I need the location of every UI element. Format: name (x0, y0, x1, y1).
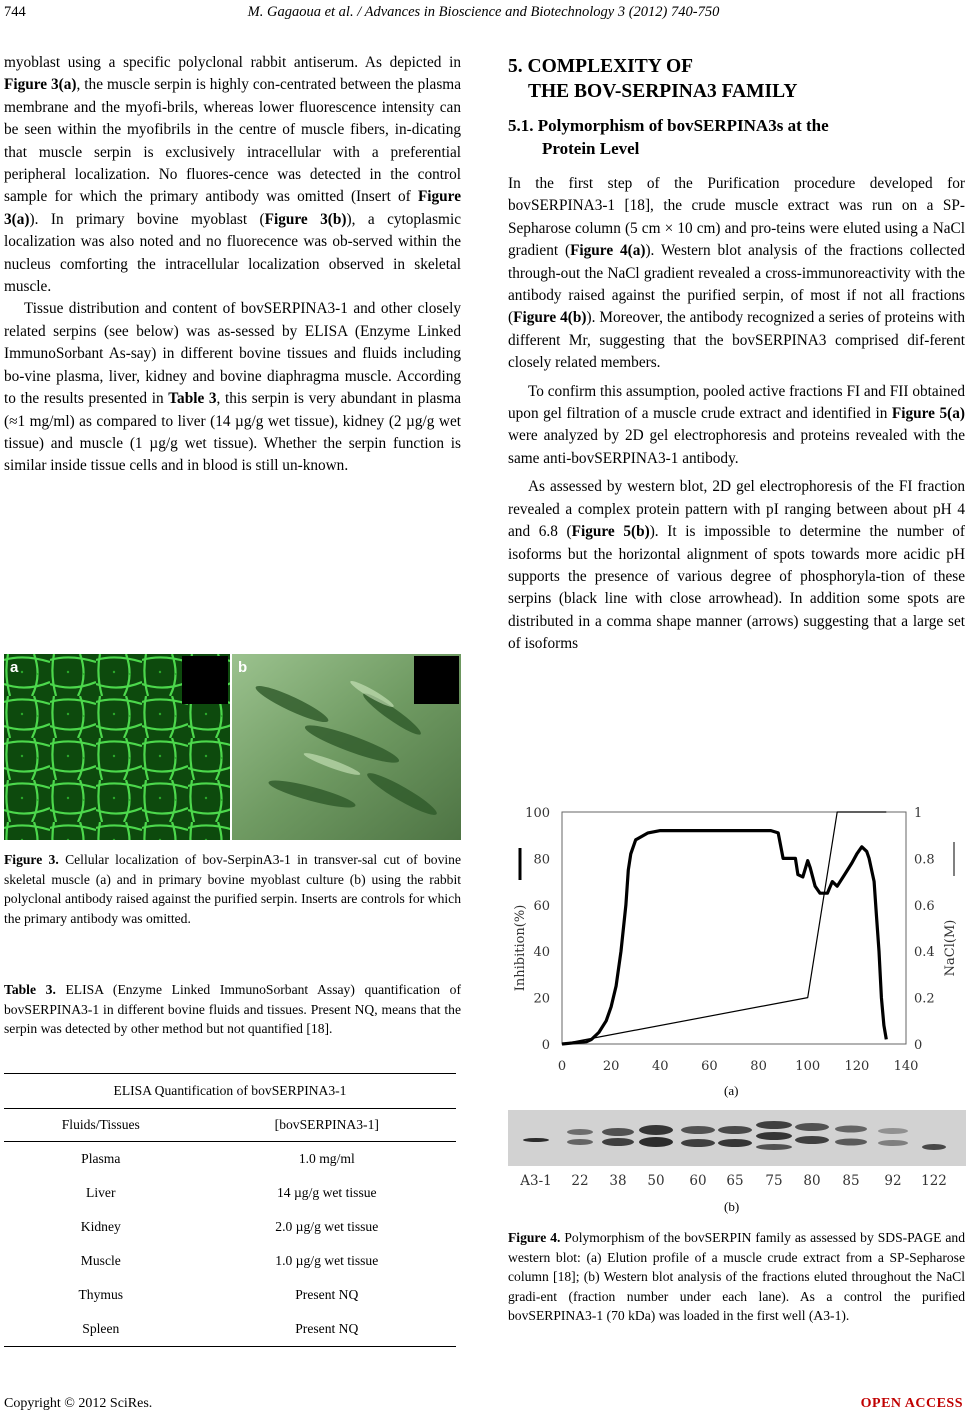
blot-band (795, 1136, 829, 1144)
table-cell: Thymus (78, 1287, 124, 1302)
inhibition-line (562, 831, 886, 1044)
x-tick-label: 0 (557, 1059, 567, 1074)
right-column (508, 173, 965, 656)
figure-4b-blot (508, 1110, 966, 1190)
y-tick-label: 80 (533, 852, 550, 868)
figure-3a-label: a (10, 659, 19, 676)
subsection-heading-line-1: 5.1. Polymorphism of bovSERPINA3s at the (508, 116, 829, 135)
figure-4-caption-text: Polymorphism of the bovSERPIN family as assessed by SDS-PAGE and western blot: (a) Elution profile of a muscle crude extract from a SP-Sepharose column [18]; (b) Western blot analysis of the fractions eluted throughout the NaCl gradi-ent (fraction number under each lane). As a control the purified bovSERPINA3-1 (70 kDa) was loaded in the first well (A3-1). (508, 1230, 965, 1324)
blot-background (508, 1110, 966, 1166)
western-blot-image (508, 1110, 966, 1190)
table-cell: 1.0 mg/ml (298, 1151, 355, 1166)
x-tick-label: 20 (602, 1059, 620, 1074)
table-cell: Liver (86, 1185, 116, 1200)
table-3-caption-lead: Table 3. (4, 982, 56, 997)
blot-band (835, 1126, 867, 1133)
section-heading-line-2: THE BOV-SERPINA3 FAMILY (528, 81, 798, 102)
left-paragraph-1: myoblast using a specific polyclonal rabbit antiserum. As depicted in Figure 3(a), the muscle serpin is highly con-centrated between the plasma membrane and the myofi-brils, whereas lower fluorescence intensity can be seen within the myofibrils in the centre of muscle fibers, in-dicating that muscle serpin is exclusively intracellular with a preferential peripheral localization. No fluores-cence was detected in the control sample for which the primary antibody was omitted (Insert of Figure 3(a)). In primary bovine myoblast (Figure 3(b)), a cytoplasmic localization was also noted and no fluorecence was ob-served within the nucleus comforting the intracellular localization observed in skeletal muscle. (4, 54, 461, 296)
table-row (4, 1244, 456, 1278)
lane-label: 92 (884, 1173, 902, 1189)
figure-3-caption-text: Cellular localization of bov-SerpinA3-1 in transver-sal cut of bovine skeletal muscle (a) and in primary bovine myoblast culture (b) using the rabbit polyclonal antibody raised against the purified serpin. Inserts are controls for which the primary antibody was omitted. (4, 852, 461, 926)
figure-4-caption-lead: Figure 4. (508, 1230, 561, 1245)
y-tick-label: 20 (533, 991, 550, 1007)
y-axis-label: Inhibition(%) (513, 904, 528, 992)
table-cell: 1.0 µg/g wet tissue (275, 1253, 379, 1268)
lane-label: 22 (571, 1173, 589, 1189)
open-access-label: OPEN ACCESS (860, 1396, 963, 1411)
section-heading (508, 54, 965, 104)
table-3 (4, 1073, 456, 1347)
lane-label: A3-1 (520, 1173, 552, 1189)
blot-band (878, 1128, 908, 1134)
table-row (4, 1176, 456, 1210)
y2-tick-label: 0.6 (914, 898, 935, 914)
table-cell: Muscle (80, 1253, 121, 1268)
figure-4b-sublabel: (b) (724, 1199, 740, 1214)
y2-tick-label: 0.4 (914, 945, 935, 961)
table-cell: 2.0 µg/g wet tissue (275, 1219, 379, 1234)
figure-3b-image (232, 654, 461, 840)
table-cell: Present NQ (295, 1287, 359, 1302)
lane-label: 80 (803, 1173, 821, 1189)
table-cell: Kidney (80, 1219, 121, 1234)
x-tick-label: 40 (652, 1059, 669, 1074)
blot-band (756, 1132, 792, 1140)
right-paragraph-1: In the first step of the Purification procedure developed for bovSERPINA3-1 [18], the crude muscle extract was run on a SP-Sepharose column (5 cm × 10 cm) and pro-teins were eluted using a NaCl gradient (Figure 4(a)). Western blot analysis of the fractions collected through-out the NaCl gradient revealed a cross-immunoreactivity with the antibody raised against the purified serpin, of most if not all fractions (Figure 4(b)). Moreover, the antibody recognized a series of proteins with different Mr, suggesting that the bovSERPINA3 comprised dif-ferent closely related members. (508, 175, 965, 372)
blot-band (756, 1144, 792, 1150)
blot-band (602, 1128, 634, 1136)
blot-band (639, 1125, 673, 1135)
table-3-caption (4, 980, 461, 1039)
blot-band (567, 1139, 593, 1145)
figure-4a-chart (508, 796, 965, 1076)
subsection-heading-line-2: Protein Level (542, 139, 640, 158)
y2-tick-label: 0.2 (914, 991, 935, 1007)
elution-profile-chart (508, 796, 965, 1076)
table-cell: Plasma (81, 1151, 121, 1166)
figure-4-caption (508, 1228, 965, 1326)
table-row (4, 1312, 456, 1347)
x-tick-label: 140 (893, 1059, 919, 1074)
table-cell: 14 µg/g wet tissue (276, 1185, 377, 1200)
y2-tick-label: 1 (914, 806, 923, 821)
subsection-heading (508, 114, 965, 160)
page-number: 744 (4, 4, 26, 20)
page-header (0, 4, 967, 26)
blot-band (567, 1129, 593, 1135)
lane-label: 85 (842, 1173, 860, 1189)
blot-band (756, 1121, 792, 1129)
y-tick-label: 40 (533, 945, 550, 961)
lane-label: 50 (647, 1173, 665, 1189)
section-heading-line-1: 5. COMPLEXITY OF (508, 56, 694, 77)
table-row (4, 1210, 456, 1244)
figure-4a-sublabel: (a) (724, 1083, 739, 1098)
table-3-caption-text: ELISA (Enzyme Linked ImmunoSorbant Assay) quantification of bovSERPINA3-1 in different bovine fluids and tissues. Present NQ, means that the serpin was detected by other method but not quantified [18]. (4, 982, 461, 1037)
x-tick-label: 60 (701, 1059, 718, 1074)
y-tick-label: 100 (525, 806, 550, 821)
blot-band (523, 1138, 549, 1142)
lane-label: 122 (921, 1173, 947, 1189)
blot-band (835, 1139, 867, 1146)
y-tick-label: 0 (541, 1038, 550, 1053)
lane-label: 38 (609, 1173, 627, 1189)
blot-band (639, 1137, 673, 1147)
left-paragraph-2: Tissue distribution and content of bovSERPINA3-1 and other closely related serpins (see below) was as-sessed by ELISA (Enzyme Linked ImmunoSorbant As-say) in different bovine tissues and fluids including bo-vine plasma, liver, kidney and bovine diaphragma muscle. According to the results presented in Table 3, this serpin is very abundant in plasma (≈1 mg/ml) as compared to liver (14 µg/g wet tissue), kidney (2 µg/g wet tissue) and muscle (1 µg/g wet tissue). Whether the serpin function is similar inside tissue cells and in blood is still un-known. (4, 300, 462, 475)
blot-band (681, 1126, 715, 1134)
blot-band (718, 1126, 752, 1134)
table-row (4, 1142, 456, 1177)
x-tick-label: 120 (844, 1059, 870, 1074)
plot-frame (562, 812, 906, 1044)
figure-3b-label: b (238, 659, 248, 676)
lane-label: 60 (689, 1173, 707, 1189)
table-row (4, 1278, 456, 1312)
blot-band (602, 1138, 634, 1146)
blot-band (878, 1140, 908, 1146)
lane-label: 65 (726, 1173, 744, 1189)
blot-band (718, 1139, 752, 1147)
figure-3-caption (4, 850, 461, 928)
copyright-text: Copyright © 2012 SciRes. (4, 1396, 153, 1411)
figure-3a-image (4, 654, 230, 840)
table-3-col-header-tissue: Fluids/Tissues (4, 1109, 198, 1142)
y2-tick-label: 0 (914, 1038, 923, 1053)
y-tick-label: 60 (533, 898, 550, 914)
table-cell: Spleen (4, 1312, 198, 1347)
x-tick-label: 100 (795, 1059, 821, 1074)
lane-label: 75 (765, 1173, 783, 1189)
figure-3-caption-lead: Figure 3. (4, 852, 59, 867)
right-paragraph-2: To confirm this assumption, pooled active fractions FI and FII obtained upon gel filtration of a muscle crude extract and identified in Figure 5(a) were analyzed by 2D gel electrophoresis and proteins revealed with the same anti-bovSERPINA3-1 antibody. (508, 382, 965, 467)
right-paragraph-3: As assessed by western blot, 2D gel electrophoresis of the FI fraction revealed a complex protein pattern with pI ranging between about pH 4 and 6.8 (Figure 5(b)). It is impossible to determine the number of isoforms but the horizontal alignment of spots towards more acidic pH supports the presence of various degree of phosphoryla-tion of these serpins (black line with close arrowhead). In addition some spots are distributed in a comma shape manner (arrows) suggesting that a large set of isoforms (508, 478, 965, 653)
blot-band (681, 1139, 715, 1147)
x-tick-label: 80 (750, 1059, 767, 1074)
table-3-col-header-conc: [bovSERPINA3-1] (198, 1109, 456, 1142)
y2-axis-label: NaCl(M) (943, 919, 958, 977)
table-cell: Present NQ (198, 1312, 456, 1347)
blot-band (795, 1123, 829, 1131)
table-3-title: ELISA Quantification of bovSERPINA3-1 (4, 1074, 456, 1109)
y2-tick-label: 0.8 (914, 852, 935, 868)
left-column (4, 52, 461, 478)
running-title: M. Gagaoua et al. / Advances in Bioscience and Biotechnology 3 (2012) 740-750 (247, 4, 720, 20)
blot-band (922, 1144, 946, 1150)
